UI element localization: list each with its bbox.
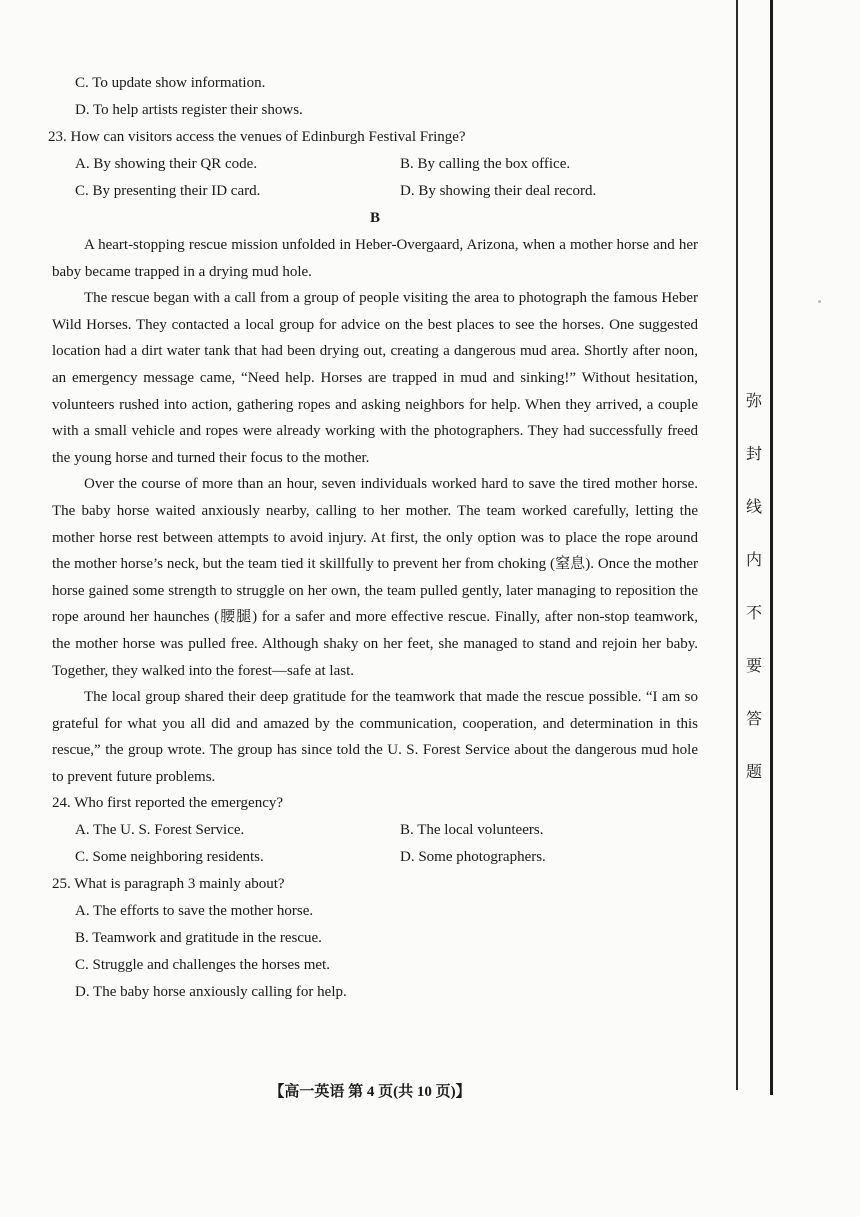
q24-option-d: D. Some photographers. [400,849,546,866]
q23-option-d: D. By showing their deal record. [400,183,597,199]
q23-option-c: C. By presenting their ID card. [75,183,261,199]
section-heading: B [369,210,380,226]
seal-char-3: 线 [745,497,762,516]
q22-option-d: D. To help artists register their shows. [75,102,303,118]
q23-option-b: B. By calling the box office. [400,156,571,172]
q25-option-c: C. Struggle and challenges the horses met. [75,957,330,974]
q24-option-b: B. The local volunteers. [400,822,544,839]
page-content [48,70,698,1006]
passage-paragraph-4: The local group shared their deep gratitude for the teamwork that made the rescue possible. “I am so grateful for what you all did and amazed by the communication, cooperation, and determination in this rescue,” the group wrote. The group has since told the U. S. Forest Service about the dangerous mud hole to prevent future problems. [52,689,698,785]
binding-line-thick [770,0,773,1095]
q25-option-a: A. The efforts to save the mother horse. [75,903,314,920]
q25-question: 25. What is paragraph 3 mainly about? [52,876,285,893]
passage-paragraph-2: The rescue began with a call from a group of people visiting the area to photograph the famous Heber Wild Horses. They contacted a local group for advice on the best places to see the horses. One suggested location had a dirt water tank that had been drying out, creating a dangerous mud area. Shortly after noon, an emergency message came, “Need help. Horses are trapped in mud and sinking!” Without hesitation, volunteers rushed into action, gathering ropes and asking neighbors for help. When they arrived, a couple with a small vehicle and ropes were already working with the photographers. They had successfully freed the young horse and turned their focus to the mother. [52,290,698,466]
seal-line-notice [740,385,768,809]
q25-option-b: B. Teamwork and gratitude in the rescue. [75,930,322,947]
seal-char-7: 答 [745,709,762,728]
passage-paragraph-3: Over the course of more than an hour, seven individuals worked hard to save the tired mother horse. The baby horse waited anxiously nearby, calling to her mother. The team worked carefully, letting the mother horse rest between attempts to avoid injury. At first, the only option was to place the rope around the mother horse’s neck, but the team tied it skillfully to prevent her from choking (窒息). Once the mother horse gained some strength to struggle on her own, the team pulled gently, later managing to reposition the rope around her haunches (腰腿) for a safer and more effective rescue. Finally, after non-stop teamwork, the mother horse was pulled free. Although shaky on her feet, she managed to stand and rejoin her baby. Together, they walked into the forest—safe at last. [52,476,698,679]
passage-paragraph-1: A heart-stopping rescue mission unfolded in Heber-Overgaard, Arizona, when a mother horse and her baby became trapped in a drying mud hole. [52,237,698,280]
q24-question: 24. Who first reported the emergency? [52,795,284,812]
q23-option-a: A. By showing their QR code. [75,156,258,172]
seal-char-6: 要 [745,656,762,675]
q25-option-d: D. The baby horse anxiously calling for help. [75,984,347,1001]
q23-options-row-1 [52,151,698,178]
q24-option-c: C. Some neighboring residents. [75,849,264,866]
seal-char-1: 弥 [745,391,762,410]
q24-options-row-2 [52,844,698,871]
page-footer: 【高一英语 第 4 页(共 10 页)】 [269,1084,471,1100]
seal-char-2: 封 [745,444,762,463]
binding-line-thin [736,0,738,1090]
seal-char-8: 题 [745,762,762,781]
q23-question: 23. How can visitors access the venues of Edinburgh Festival Fringe? [48,129,466,145]
seal-char-4: 内 [745,550,762,569]
scan-speck [818,300,821,303]
q24-options-row-1 [52,817,698,844]
q24-option-a: A. The U. S. Forest Service. [75,822,245,839]
q23-options-row-2 [52,178,698,205]
seal-char-5: 不 [745,603,762,622]
q22-option-c: C. To update show information. [75,75,266,91]
